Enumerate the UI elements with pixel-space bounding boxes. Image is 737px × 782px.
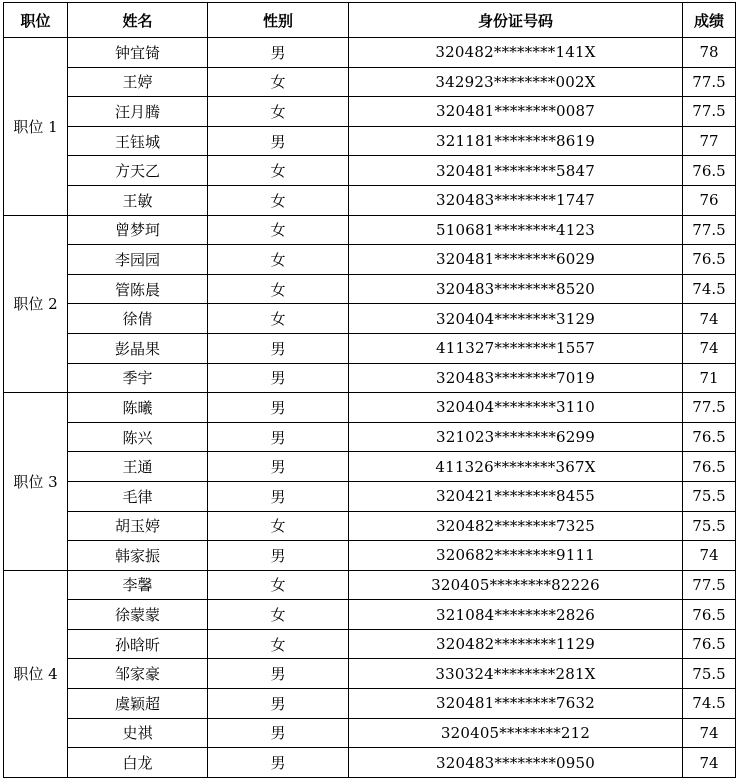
table-row [4, 245, 736, 275]
score-cell: 74 [683, 718, 736, 748]
id-number-cell: 411327********1557 [349, 333, 683, 363]
header-group: 职位 [4, 3, 68, 38]
id-number-cell: 320483********8520 [349, 274, 683, 304]
score-cell: 75.5 [683, 659, 736, 689]
name-cell: 徐倩 [68, 304, 208, 334]
name-cell: 曾梦珂 [68, 215, 208, 245]
gender-cell: 女 [208, 570, 349, 600]
gender-cell: 女 [208, 600, 349, 630]
gender-cell: 女 [208, 67, 349, 97]
name-cell: 徐蒙蒙 [68, 600, 208, 630]
name-cell: 王婷 [68, 67, 208, 97]
table-row [4, 452, 736, 482]
name-cell: 方天乙 [68, 156, 208, 186]
gender-cell: 女 [208, 274, 349, 304]
score-cell: 74 [683, 541, 736, 571]
id-number-cell: 320482********7325 [349, 511, 683, 541]
score-table [3, 2, 736, 778]
gender-cell: 女 [208, 304, 349, 334]
name-cell: 王钰城 [68, 126, 208, 156]
name-cell: 史祺 [68, 718, 208, 748]
group-label: 职位 2 [4, 215, 68, 393]
table-row [4, 304, 736, 334]
name-cell: 邹家豪 [68, 659, 208, 689]
name-cell: 王通 [68, 452, 208, 482]
gender-cell: 女 [208, 511, 349, 541]
score-cell: 77.5 [683, 67, 736, 97]
id-number-cell: 320482********1129 [349, 629, 683, 659]
score-cell: 78 [683, 38, 736, 68]
name-cell: 汪月腾 [68, 97, 208, 127]
name-cell: 陈兴 [68, 422, 208, 452]
id-number-cell: 320481********7632 [349, 689, 683, 719]
score-cell: 74.5 [683, 689, 736, 719]
gender-cell: 男 [208, 659, 349, 689]
id-number-cell: 320421********8455 [349, 481, 683, 511]
table-row [4, 511, 736, 541]
score-cell: 71 [683, 363, 736, 393]
score-cell: 77.5 [683, 570, 736, 600]
group-label: 职位 1 [4, 38, 68, 216]
table-row [4, 689, 736, 719]
score-cell: 77.5 [683, 393, 736, 423]
table-row [4, 481, 736, 511]
table-header [4, 3, 736, 38]
header-name: 姓名 [68, 3, 208, 38]
name-cell: 胡玉婷 [68, 511, 208, 541]
header-row [4, 3, 736, 38]
header-id: 身份证号码 [349, 3, 683, 38]
name-cell: 王敏 [68, 185, 208, 215]
name-cell: 管陈晨 [68, 274, 208, 304]
table-row [4, 600, 736, 630]
score-cell: 74 [683, 304, 736, 334]
name-cell: 韩家振 [68, 541, 208, 571]
gender-cell: 女 [208, 245, 349, 275]
name-cell: 陈曦 [68, 393, 208, 423]
name-cell: 李馨 [68, 570, 208, 600]
id-number-cell: 320483********7019 [349, 363, 683, 393]
table-row [4, 363, 736, 393]
name-cell: 毛律 [68, 481, 208, 511]
table-row [4, 422, 736, 452]
id-number-cell: 320481********6029 [349, 245, 683, 275]
score-cell: 77.5 [683, 215, 736, 245]
gender-cell: 男 [208, 481, 349, 511]
score-cell: 76.5 [683, 452, 736, 482]
gender-cell: 女 [208, 629, 349, 659]
gender-cell: 男 [208, 452, 349, 482]
gender-cell: 男 [208, 689, 349, 719]
id-number-cell: 330324********281X [349, 659, 683, 689]
name-cell: 钟宜锜 [68, 38, 208, 68]
id-number-cell: 320405********82226 [349, 570, 683, 600]
name-cell: 白龙 [68, 748, 208, 778]
score-cell: 76.5 [683, 245, 736, 275]
id-number-cell: 321181********8619 [349, 126, 683, 156]
name-cell: 孙晗昕 [68, 629, 208, 659]
score-cell: 74 [683, 748, 736, 778]
score-cell: 77.5 [683, 97, 736, 127]
id-number-cell: 510681********4123 [349, 215, 683, 245]
table-row [4, 748, 736, 778]
id-number-cell: 321023********6299 [349, 422, 683, 452]
table-row [4, 215, 736, 245]
gender-cell: 女 [208, 215, 349, 245]
table-row [4, 570, 736, 600]
gender-cell: 女 [208, 185, 349, 215]
score-cell: 76.5 [683, 422, 736, 452]
id-number-cell: 321084********2826 [349, 600, 683, 630]
score-cell: 75.5 [683, 481, 736, 511]
gender-cell: 女 [208, 97, 349, 127]
name-cell: 虞颖超 [68, 689, 208, 719]
score-cell: 77 [683, 126, 736, 156]
score-cell: 74 [683, 333, 736, 363]
id-number-cell: 320481********5847 [349, 156, 683, 186]
table-row [4, 541, 736, 571]
group-label: 职位 4 [4, 570, 68, 777]
id-number-cell: 320481********0087 [349, 97, 683, 127]
gender-cell: 男 [208, 38, 349, 68]
score-cell: 76.5 [683, 156, 736, 186]
group-label: 职位 3 [4, 393, 68, 571]
score-cell: 75.5 [683, 511, 736, 541]
id-number-cell: 320483********1747 [349, 185, 683, 215]
score-cell: 76.5 [683, 600, 736, 630]
gender-cell: 男 [208, 541, 349, 571]
table-row [4, 185, 736, 215]
gender-cell: 男 [208, 333, 349, 363]
gender-cell: 男 [208, 748, 349, 778]
name-cell: 季宇 [68, 363, 208, 393]
gender-cell: 男 [208, 363, 349, 393]
table-row [4, 333, 736, 363]
gender-cell: 男 [208, 718, 349, 748]
gender-cell: 男 [208, 126, 349, 156]
name-cell: 彭晶果 [68, 333, 208, 363]
header-score: 成绩 [683, 3, 736, 38]
score-cell: 74.5 [683, 274, 736, 304]
id-number-cell: 320404********3129 [349, 304, 683, 334]
table-body [4, 38, 736, 778]
id-number-cell: 411326********367X [349, 452, 683, 482]
table-row [4, 38, 736, 68]
id-number-cell: 320482********141X [349, 38, 683, 68]
id-number-cell: 320682********9111 [349, 541, 683, 571]
gender-cell: 女 [208, 156, 349, 186]
id-number-cell: 320404********3110 [349, 393, 683, 423]
score-cell: 76 [683, 185, 736, 215]
table-row [4, 97, 736, 127]
table-row [4, 393, 736, 423]
table-row [4, 659, 736, 689]
score-cell: 76.5 [683, 629, 736, 659]
table-row [4, 126, 736, 156]
table-row [4, 156, 736, 186]
table-row [4, 274, 736, 304]
gender-cell: 男 [208, 422, 349, 452]
table-row [4, 718, 736, 748]
gender-cell: 男 [208, 393, 349, 423]
name-cell: 李园园 [68, 245, 208, 275]
table-row [4, 67, 736, 97]
table-row [4, 629, 736, 659]
id-number-cell: 320483********0950 [349, 748, 683, 778]
id-number-cell: 320405********212 [349, 718, 683, 748]
id-number-cell: 342923********002X [349, 67, 683, 97]
header-gender: 性别 [208, 3, 349, 38]
